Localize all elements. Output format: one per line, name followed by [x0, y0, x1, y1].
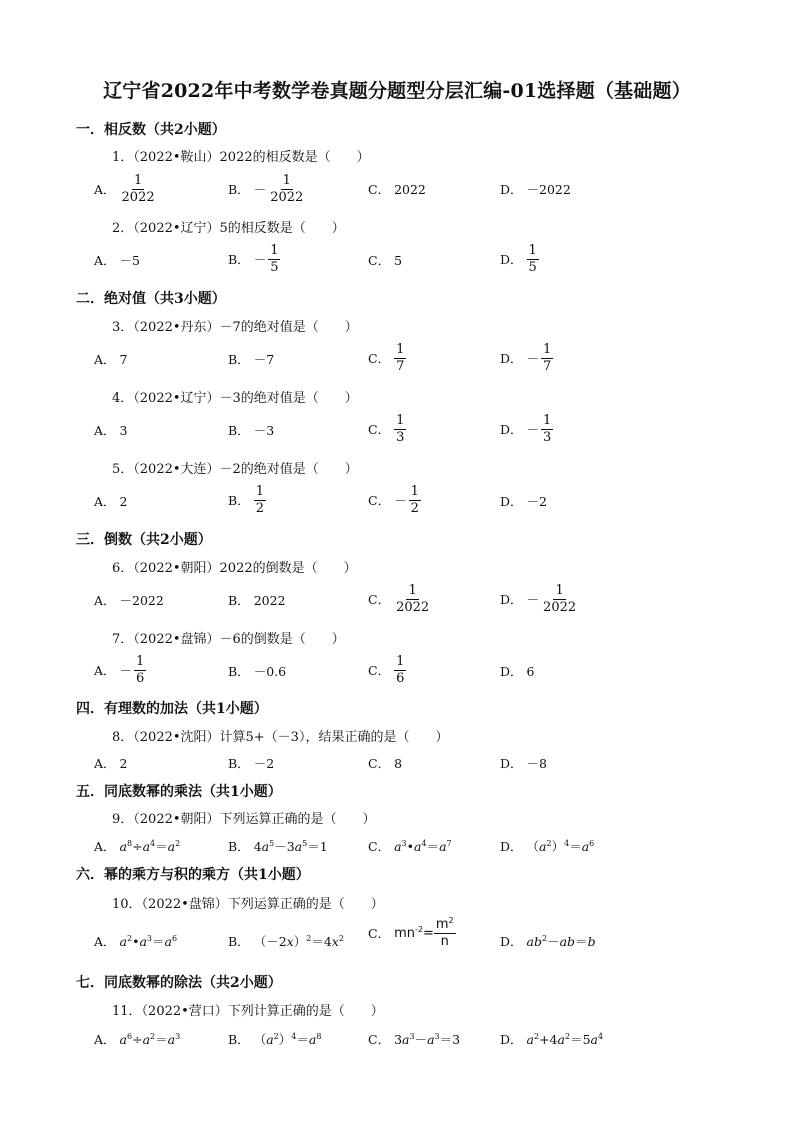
section-heading: 四．有理数的加法（共1小题）	[76, 701, 268, 717]
section-heading: 六．幂的乘方与积的乘方（共1小题）	[76, 867, 310, 883]
fraction: $\frac{1}{2022}$	[121, 173, 155, 205]
option-a: A． $\frac{1}{2022}$	[94, 173, 155, 205]
option-a: A． 2	[94, 493, 128, 509]
fraction: $\frac{1}{2022}$	[543, 583, 577, 615]
option-c: C． $\frac{1}{7}$	[368, 342, 405, 374]
fraction: $\frac{1}{6}$	[136, 654, 145, 686]
option-c: C． 5	[368, 252, 403, 268]
question-stem: 11．（2022•营口）下列计算正确的是（ ）	[112, 1004, 384, 1019]
option-b: B． － $\frac{1}{5}$	[228, 243, 279, 275]
question-stem: 2．（2022•辽宁）5的相反数是（ ）	[112, 221, 345, 236]
section-heading: 一．相反数（共2小题）	[76, 122, 226, 138]
question-stem: 1．（2022•鞍山）2022的相反数是（ ）	[112, 150, 370, 165]
option-d: D． － $\frac{1}{2022}$	[500, 583, 577, 615]
option-b: B． －2	[228, 756, 275, 771]
fraction: $\frac{1}{2022}$	[396, 583, 430, 615]
option-c: C． $\frac{1}{6}$	[368, 654, 405, 686]
option-a: A． － $\frac{1}{6}$	[94, 654, 145, 686]
option-d: D． 6	[500, 663, 535, 679]
option-d: D． － $\frac{1}{7}$	[500, 342, 552, 374]
fraction: $\frac{1}{2022}$	[270, 173, 304, 205]
fraction: $\frac{1}{6}$	[396, 654, 405, 686]
option-d: D． $a^2+4a^2=5a^4$	[500, 1032, 604, 1047]
fraction: $\frac{1}{7}$	[543, 342, 552, 374]
question-stem: 3．（2022•丹东）－7的绝对值是（ ）	[112, 320, 358, 335]
fraction: $\frac{1}{7}$	[396, 342, 405, 374]
option-d: D． －8	[500, 756, 547, 771]
option-b: B． $\frac{1}{2}$	[228, 484, 264, 516]
option-c: C． $a^3•a^4=a^7$	[368, 839, 452, 854]
section-heading: 二．绝对值（共3小题）	[76, 291, 226, 307]
option-d: D． －2	[500, 494, 547, 509]
option-b: B． $4a^5-3a^5=1$	[228, 839, 328, 854]
option-a: A． 7	[94, 351, 128, 367]
option-c: C． － $\frac{1}{2}$	[368, 484, 419, 516]
option-b: B． 2022	[228, 592, 286, 608]
fraction: $\frac{1}{2}$	[410, 484, 419, 516]
question-stem: 7．（2022•盘锦）－6的倒数是（ ）	[112, 632, 345, 647]
option-b: B． －3	[228, 423, 275, 438]
section-heading: 七．同底数幂的除法（共2小题）	[76, 975, 282, 991]
fraction: $\frac{1}{3}$	[543, 413, 552, 445]
option-b: B． $(a^2)^4=a^8$	[228, 1032, 322, 1047]
option-c: C． $\frac{1}{3}$	[368, 413, 405, 445]
option-c: C． $mn^{-2}=$ $\frac{m^2}{n}$	[368, 916, 454, 949]
fraction: $\frac{1}{2}$	[255, 484, 264, 516]
fraction: $\frac{1}{5}$	[528, 243, 537, 275]
option-d: D． － $\frac{1}{3}$	[500, 413, 552, 445]
question-stem: 9．（2022•朝阳）下列运算正确的是（ ）	[112, 812, 376, 827]
option-b: B． －0.6	[228, 664, 287, 679]
question-stem: 6．（2022•朝阳）2022的倒数是（ ）	[112, 561, 357, 576]
option-d: D． $(a^2)^4=a^6$	[500, 839, 595, 854]
option-a: A． 3	[94, 422, 128, 438]
question-stem: 10．（2022•盘锦）下列运算正确的是（ ）	[112, 897, 384, 912]
option-c: C． 8	[368, 755, 403, 771]
option-c: C． $\frac{1}{2022}$	[368, 583, 430, 615]
question-stem: 8．（2022•沈阳）计算5+（－3），结果正确的是（ ）	[112, 730, 449, 745]
fraction: $\frac{1}{3}$	[396, 413, 405, 445]
option-a: A． －5	[94, 253, 140, 268]
option-d: D． $\frac{1}{5}$	[500, 243, 537, 275]
section-heading: 三．倒数（共2小题）	[76, 532, 212, 548]
option-b: B． －7	[228, 352, 275, 367]
question-stem: 4．（2022•辽宁）－3的绝对值是（ ）	[112, 391, 358, 406]
fraction: $\frac{m^2}{n}$	[435, 916, 454, 949]
option-d: D． －2022	[500, 182, 571, 197]
fraction: $\frac{1}{5}$	[270, 243, 279, 275]
option-c: C． $3a^3-a^3=3$	[368, 1032, 461, 1047]
option-b: B． $(-2x)^2=4x^2$	[228, 934, 344, 949]
option-c: C． 2022	[368, 181, 426, 197]
option-a: A． －2022	[94, 593, 164, 608]
option-a: A． $a^2•a^3=a^6$	[94, 934, 178, 949]
option-a: A． $a^6\div a^2=a^3$	[94, 1032, 181, 1047]
option-a: A． 2	[94, 755, 128, 771]
option-b: B． － $\frac{1}{2022}$	[228, 173, 304, 205]
document-title: 辽宁省2022年中考数学卷真题分题型分层汇编-01选择题（基础题）	[103, 80, 691, 102]
question-stem: 5．（2022•大连）－2的绝对值是（ ）	[112, 462, 358, 477]
section-heading: 五．同底数幂的乘法（共1小题）	[76, 784, 282, 800]
option-d: D． $ab^2-ab=b$	[500, 934, 596, 949]
option-a: A． $a^8\div a^4=a^2$	[94, 839, 181, 854]
